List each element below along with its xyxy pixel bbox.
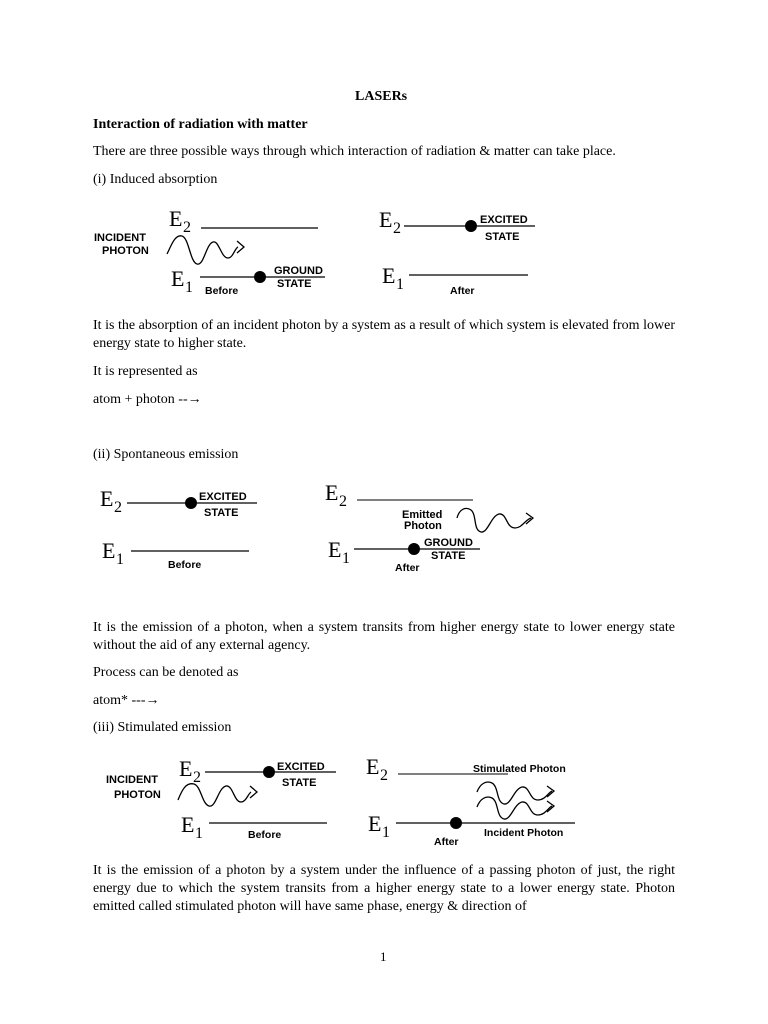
page-number: 1 [380, 949, 387, 964]
after-caption: After [395, 562, 420, 574]
incident-photon-wave [167, 236, 238, 264]
e2-subscript: 2 [114, 499, 122, 516]
e2-label: E [379, 207, 393, 232]
incident-photon-wave [178, 784, 251, 806]
e1-subscript: 1 [195, 825, 203, 842]
absorption-title: (i) Induced absorption [93, 172, 218, 187]
emitted-photon-wave [457, 508, 531, 532]
ground-state-atom [254, 271, 266, 283]
e1-label: E [171, 266, 185, 291]
e1-subscript: 1 [185, 279, 193, 296]
e1-label: E [102, 538, 116, 563]
incident-photon-label-2: PHOTON [102, 245, 149, 257]
e1-label: E [328, 537, 342, 562]
before-caption: Before [248, 829, 282, 841]
intro-text: There are three possible ways through which interaction of radiation & matter can take place. [93, 144, 616, 159]
ground-state-atom [450, 817, 462, 829]
e1-subscript: 1 [382, 824, 390, 841]
stimulated-diagram [100, 752, 600, 852]
ground-state-label: GROUND [274, 265, 323, 277]
incident-photon-label-2: PHOTON [114, 789, 161, 801]
arrowhead-icon [237, 241, 244, 253]
stimulated-title: (iii) Stimulated emission [93, 720, 232, 735]
stimulated-description: It is the emission of a photon by a system under the influence of a passing photon of just, the right energy due to which the system transits from a higher energy state to a lower energy state. Photon emitted called stimulated photon will have same phase, energy & direction of [93, 863, 675, 914]
absorption-before [94, 206, 325, 297]
e2-label: E [366, 754, 380, 779]
stimulated-after [366, 754, 575, 848]
ground-state-label-2: STATE [431, 550, 466, 562]
e2-subscript: 2 [183, 219, 191, 236]
excited-state-atom [185, 497, 197, 509]
excited-state-label: EXCITED [277, 761, 325, 773]
emitted-photon-label-2: Photon [404, 520, 442, 532]
emitted-photon-label: Emitted [402, 509, 443, 521]
excited-state-label: EXCITED [480, 214, 528, 226]
before-caption: Before [168, 559, 202, 571]
e1-subscript: 1 [342, 550, 350, 567]
ground-state-label-2: STATE [277, 278, 312, 290]
excited-state-label-2: STATE [485, 231, 520, 243]
excited-state-atom [465, 220, 477, 232]
spontaneous-equation: atom* ---→ [93, 693, 160, 708]
e2-label: E [179, 756, 193, 781]
absorption-diagram [90, 200, 550, 302]
absorption-equation: atom + photon --→ [93, 392, 202, 407]
incident-photon-label: INCIDENT [94, 232, 146, 244]
ground-state-atom [408, 543, 420, 555]
stimulated-photon-wave [477, 782, 552, 804]
spontaneous-denoted: Process can be denoted as [93, 665, 239, 680]
absorption-represented: It is represented as [93, 364, 198, 379]
e2-subscript: 2 [193, 769, 201, 786]
section-title: Interaction of radiation with matter [93, 117, 308, 132]
absorption-description: It is the absorption of an incident photon by a system as a result of which system is elevated from lower energy state to higher state. [93, 318, 675, 351]
e2-subscript: 2 [380, 767, 388, 784]
spontaneous-description: It is the emission of a photon, when a system transits from higher energy state to lower energy state without the aid of any external agency. [93, 620, 675, 653]
after-caption: After [434, 836, 459, 848]
before-caption: Before [205, 285, 239, 297]
e1-label: E [368, 811, 382, 836]
e2-label: E [169, 206, 183, 231]
ground-state-label: GROUND [424, 537, 473, 549]
e2-subscript: 2 [393, 220, 401, 237]
excited-state-atom [263, 766, 275, 778]
excited-state-label-2: STATE [282, 777, 317, 789]
arrowhead-icon [250, 786, 257, 798]
e1-label: E [181, 812, 195, 837]
e1-subscript: 1 [116, 551, 124, 568]
incident-photon-label: INCIDENT [106, 774, 158, 786]
e2-label: E [325, 480, 339, 505]
stimulated-photon-label: Stimulated Photon [473, 763, 566, 775]
spontaneous-title: (ii) Spontaneous emission [93, 447, 239, 462]
excited-state-label: EXCITED [199, 491, 247, 503]
page-heading: LASERs [355, 89, 408, 104]
spontaneous-before [100, 486, 257, 571]
excited-state-label-2: STATE [204, 507, 239, 519]
incident-photon-wave [477, 797, 552, 819]
after-caption: After [450, 285, 475, 297]
incident-photon-caption: Incident Photon [484, 827, 564, 839]
e1-subscript: 1 [396, 276, 404, 293]
spontaneous-diagram [95, 478, 555, 578]
spontaneous-after [325, 480, 533, 574]
absorption-after [379, 207, 535, 297]
stimulated-before [106, 756, 336, 842]
e1-label: E [382, 263, 396, 288]
e2-subscript: 2 [339, 493, 347, 510]
e2-label: E [100, 486, 114, 511]
